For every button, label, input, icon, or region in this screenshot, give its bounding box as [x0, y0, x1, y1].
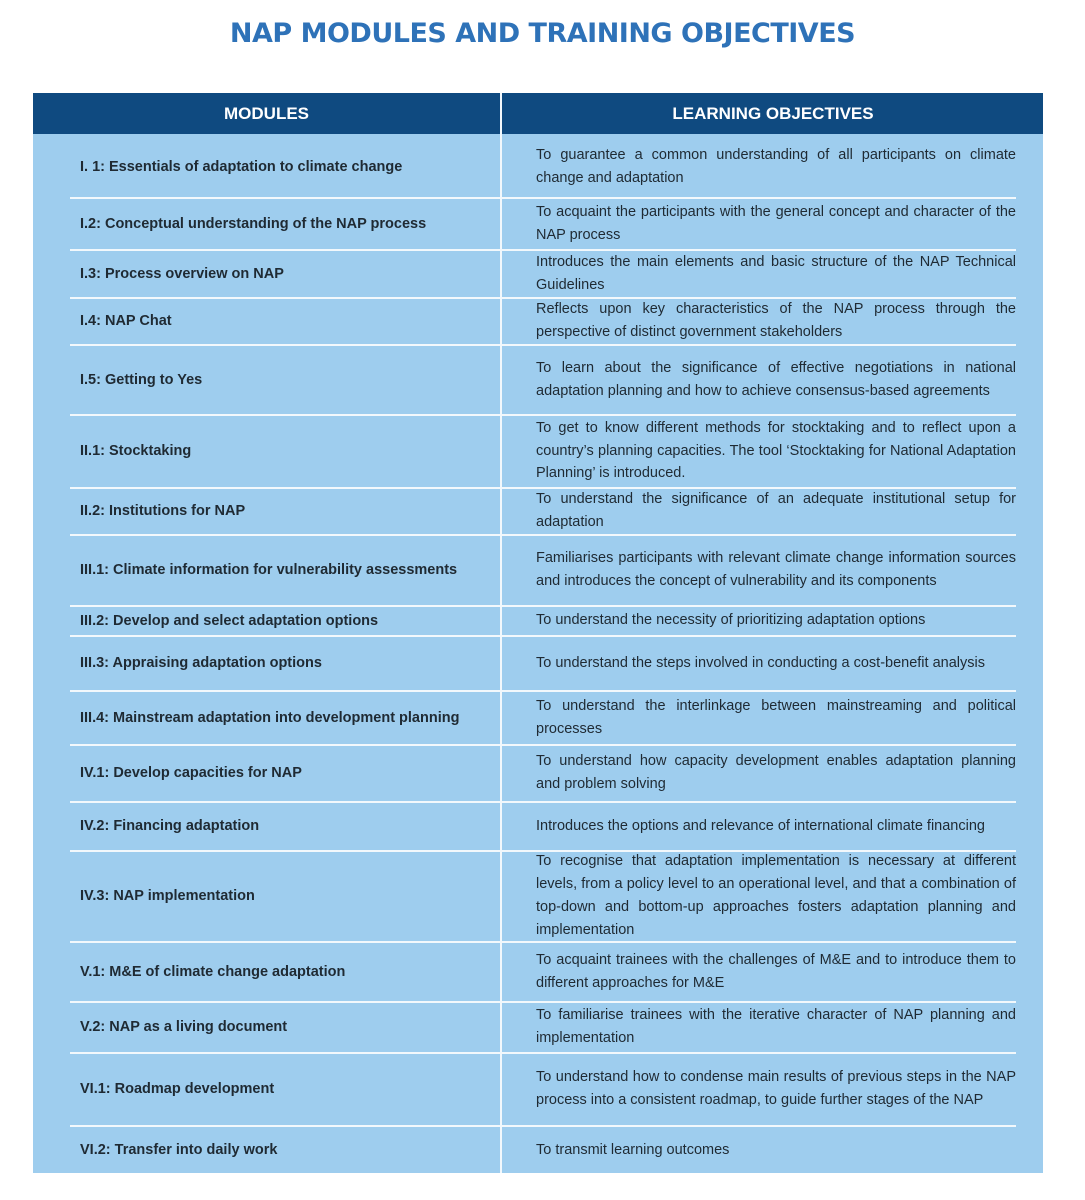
- table-row: [33, 346, 1043, 413]
- objective-cell: [536, 299, 1016, 343]
- module-cell: V.1: M&E of climate change adaptation: [80, 963, 346, 980]
- module-cell: VI.2: Transfer into daily work: [80, 1142, 278, 1158]
- objective-text: Introduces the main elements and basic structure of the NAP Technical Guidelines: [536, 253, 1016, 293]
- objective-cell: [536, 607, 1016, 634]
- table-row: [33, 803, 1043, 849]
- module-cell: IV.2: Financing adaptation: [80, 818, 260, 834]
- objective-cell: [536, 1054, 1016, 1124]
- objective-cell: [536, 746, 1016, 800]
- objective-text: To acquaint the participants with the general concept and character of the NAP process: [536, 203, 1016, 243]
- objective-cell: [536, 346, 1016, 413]
- objective-cell: [536, 637, 1016, 689]
- module-cell: III.2: Develop and select adaptation options: [80, 612, 379, 629]
- objective-text: To acquaint trainees with the challenges of M&E and to introduce them to different approaches for M&E: [536, 951, 1016, 991]
- objective-cell: [536, 852, 1016, 940]
- objective-cell: [536, 489, 1016, 533]
- header-learning-objectives: LEARNING OBJECTIVES: [672, 104, 874, 123]
- header-modules: MODULES: [224, 104, 309, 123]
- objective-text: Introduces the options and relevance of international climate financing: [536, 817, 985, 834]
- page-title: NAP MODULES AND TRAINING OBJECTIVES: [229, 18, 856, 49]
- table-header: [33, 93, 1043, 134]
- table-row: [33, 1054, 1043, 1124]
- objective-text: To understand how to condense main results of previous steps in the NAP process into a consistent roadmap, to guide further stages of the NAP: [536, 1069, 1016, 1108]
- objective-text: To familiarise trainees with the iterative character of NAP planning and implementation: [536, 1007, 1016, 1046]
- objective-cell: [536, 803, 1016, 849]
- table-row: [33, 416, 1043, 486]
- module-cell: I.4: NAP Chat: [80, 313, 172, 329]
- table-row: [33, 137, 1043, 196]
- objective-text: To understand the interlinkage between mainstreaming and political processes: [536, 697, 1016, 737]
- objective-cell: [536, 251, 1016, 296]
- table-row: [33, 746, 1043, 800]
- module-cell: II.2: Institutions for NAP: [80, 503, 246, 519]
- objective-cell: [536, 199, 1016, 248]
- objective-cell: [536, 943, 1016, 1000]
- objective-text: To understand the necessity of prioritizing adaptation options: [536, 612, 926, 629]
- table-row: [33, 852, 1043, 940]
- table-row: [33, 607, 1043, 634]
- objective-cell: [536, 137, 1016, 196]
- module-cell: II.1: Stocktaking: [80, 443, 192, 459]
- objective-text: Familiarises participants with relevant climate change information sources and introduces the concept of vulnerability and its components: [536, 550, 1016, 589]
- table-row: [33, 1003, 1043, 1051]
- table-row: [33, 251, 1043, 296]
- table-row: [33, 199, 1043, 248]
- module-cell: III.1: Climate information for vulnerability assessments: [80, 562, 458, 578]
- module-cell: I. 1: Essentials of adaptation to climate change: [80, 158, 403, 175]
- objective-text: To learn about the significance of effective negotiations in national adaptation planning and how to achieve consensus-based agreements: [536, 359, 1016, 399]
- objective-text: To understand how capacity development enables adaptation planning and problem solving: [536, 753, 1016, 792]
- objective-text: To understand the significance of an adequate institutional setup for adaptation: [536, 491, 1016, 530]
- module-cell: IV.1: Develop capacities for NAP: [80, 765, 302, 781]
- objective-text: To guarantee a common understanding of all participants on climate change and adaptation: [536, 146, 1016, 186]
- table-row: [33, 489, 1043, 533]
- module-cell: III.3: Appraising adaptation options: [80, 655, 322, 671]
- module-cell: I.5: Getting to Yes: [80, 371, 203, 388]
- module-cell: VI.1: Roadmap development: [80, 1081, 275, 1097]
- objective-cell: [536, 1003, 1016, 1051]
- modules-table: [33, 93, 1043, 1173]
- table-row: [33, 299, 1043, 343]
- module-cell: I.2: Conceptual understanding of the NAP process: [80, 215, 427, 232]
- objective-text: To transmit learning outcomes: [536, 1141, 730, 1158]
- objective-cell: [536, 416, 1016, 486]
- objective-text: To recognise that adaptation implementation is necessary at different levels, from a policy level to an operational level, and that a combination of top-down and bottom-up approaches fosters adaptation planning and implementation: [536, 853, 1016, 938]
- module-cell: IV.3: NAP implementation: [80, 888, 255, 904]
- module-cell: I.3: Process overview on NAP: [80, 265, 284, 282]
- objective-text: Reflects upon key characteristics of the NAP process through the perspective of distinct government stakeholders: [536, 301, 1016, 340]
- objective-text: To understand the steps involved in conducting a cost-benefit analysis: [536, 654, 985, 671]
- table-row: [33, 536, 1043, 604]
- objective-text: To get to know different methods for stocktaking and to reflect upon a country’s planning capacities. The tool ‘Stocktaking for National Adaptation Planning’ is introduced.: [536, 419, 1016, 482]
- table-row: [33, 1127, 1043, 1173]
- table-row: [33, 943, 1043, 1000]
- module-cell: III.4: Mainstream adaptation into development planning: [80, 709, 460, 726]
- module-cell: V.2: NAP as a living document: [80, 1019, 288, 1035]
- table-row: [33, 637, 1043, 689]
- table-row: [33, 692, 1043, 743]
- objective-cell: [536, 692, 1016, 743]
- objective-cell: [536, 1127, 1016, 1173]
- objective-cell: [536, 536, 1016, 604]
